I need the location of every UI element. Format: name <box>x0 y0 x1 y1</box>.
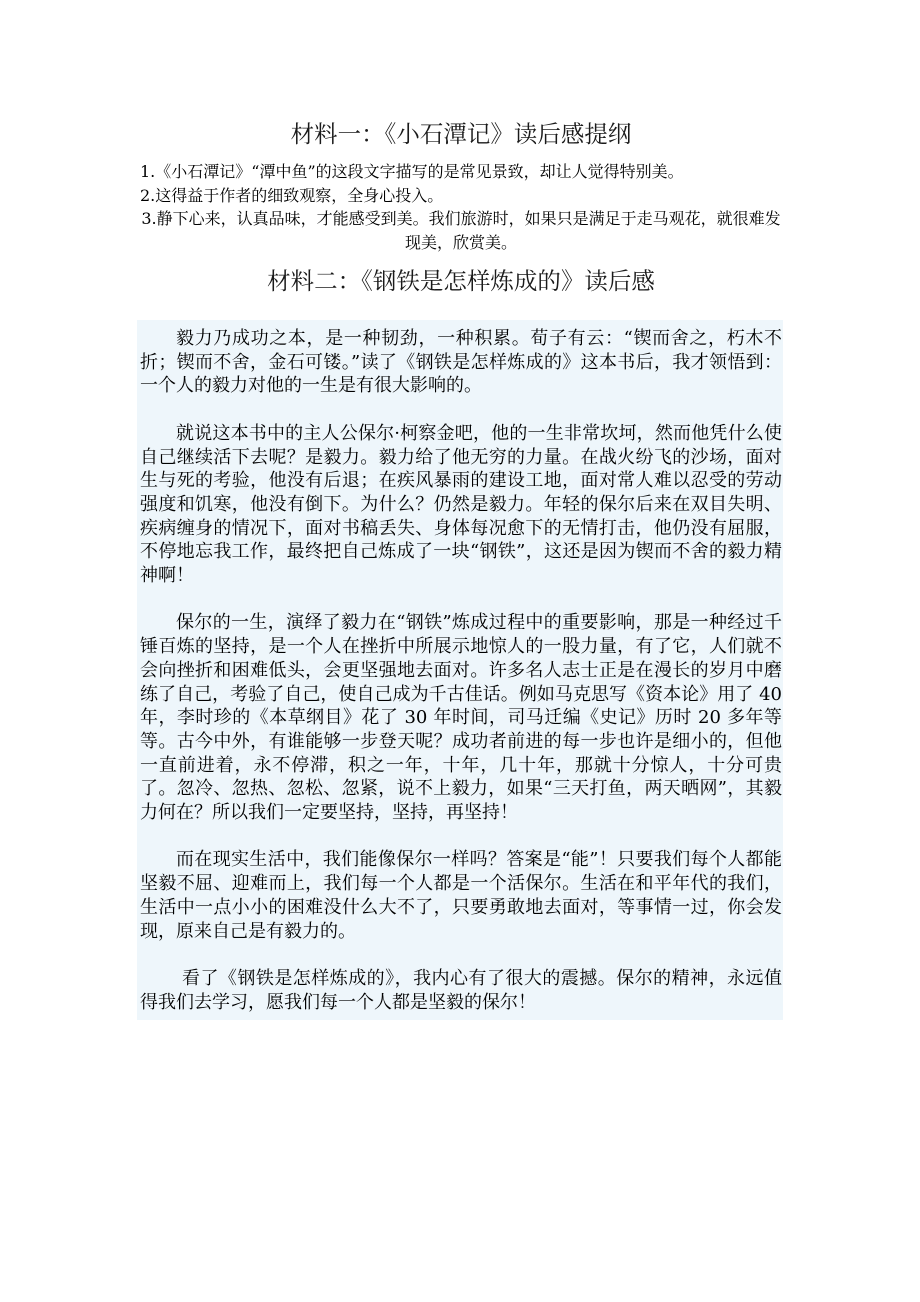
outline-item: 2.这得益于作者的细致观察，全身心投入。 <box>140 185 444 205</box>
essay-paragraph: 保尔的一生，演绎了毅力在“钢铁”炼成过程中的重要影响，那是一种经过千锤百炼的坚持，是一个人在挫折中所展示地惊人的一股力量，有了它，人们就不会向挫折和困难低头，会更坚强地去面对。许多名人志士正是在漫长的岁月中磨练了自己，考验了自己，使自己成为千古佳话。例如马克思写《资本论》用了 40 年，李时珍的《本草纲目》花了 30 年时间，司马迁编《史记》历时 20 多年等等。古今中外，有谁能够一步登天呢？成功者前进的每一步也许是细小的，但他一直前进着，永不停滞，积之一年，十年，几十年，那就十分惊人，十分可贵了。忽冷、忽热、忽松、忽紧，说不上毅力，如果“三天打鱼，两天晒网”，其毅力何在？所以我们一定要坚持，坚持，再坚持！ <box>140 612 782 824</box>
essay-paragraph: 看了《钢铁是怎样炼成的》，我内心有了很大的震撼。保尔的精神，永远值得我们去学习，愿我们每一个人都是坚毅的保尔！ <box>140 967 782 1013</box>
essay-body <box>137 320 783 1020</box>
outline-item: 1.《小石潭记》“潭中鱼”的这段文字描写的是常见景致，却让人觉得特别美。 <box>140 162 684 181</box>
essay-paragraph: 毅力乃成功之本，是一种韧劲，一种积累。荀子有云：“锲而舍之，朽木不折；锲而不舍，金石可镂。”读了《钢铁是怎样炼成的》这本书后，我才领悟到：一个人的毅力对他的一生是有很大影响的。 <box>140 328 782 397</box>
essay-paragraph: 而在现实生活中，我们能像保尔一样吗？答案是“能”！只要我们每个人都能坚毅不屈、迎难而上，我们每一个人都是一个活保尔。生活在和平年代的我们，生活中一点小小的困难没什么大不了，只要勇敢地去面对，等事情一过，你会发现，原来自己是有毅力的。 <box>140 849 782 942</box>
essay-paragraph: 就说这本书中的主人公保尔·柯察金吧，他的一生非常坎坷，然而他凭什么使自己继续活下去呢？是毅力。毅力给了他无穷的力量。在战火纷飞的沙场，面对生与死的考验，他没有后退；在疾风暴雨的建设工地，面对常人难以忍受的劳动强度和饥寒，他没有倒下。为什么？仍然是毅力。年轻的保尔后来在双目失明、疾病缠身的情况下，面对书稿丢失、身体每况愈下的无情打击，他仍没有屈服，不停地忘我工作，最终把自己炼成了一块“钢铁”，这还是因为锲而不舍的毅力精神啊！ <box>140 422 782 587</box>
material-one-title: 材料一：《小石潭记》读后感提纲 <box>290 120 632 148</box>
outline-item: 3.静下心来，认真品味，才能感受到美。我们旅游时，如果只是满足于走马观花，就很难发现美，欣赏美。 <box>141 209 781 252</box>
outline-list <box>140 160 782 254</box>
material-two-title: 材料二：《钢铁是怎样炼成的》读后感 <box>267 267 655 295</box>
